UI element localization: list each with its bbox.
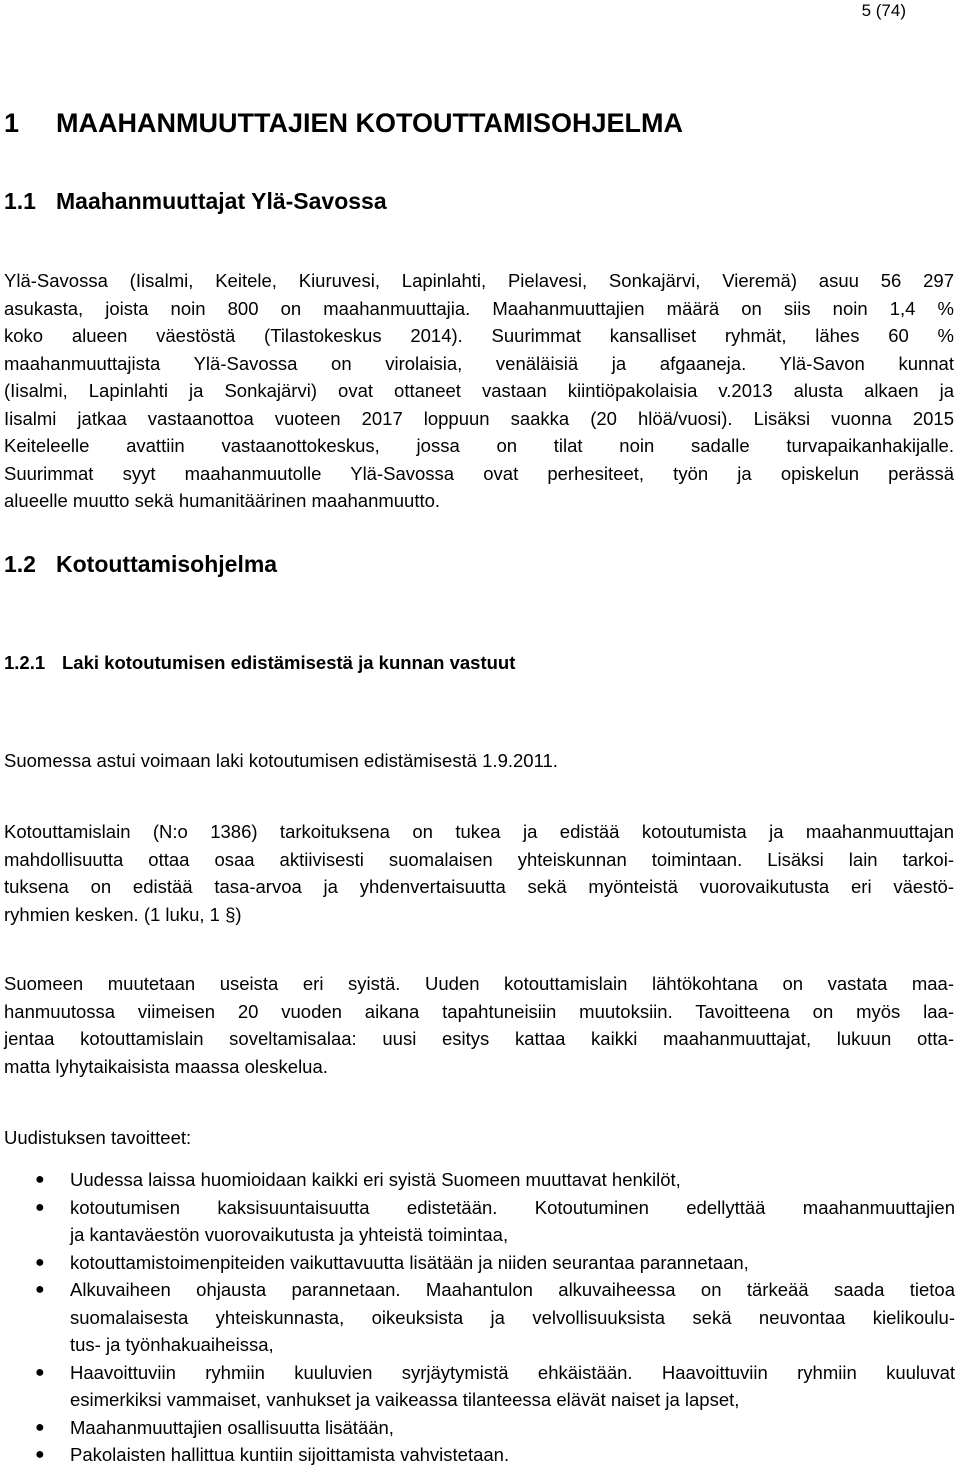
paragraph-line: Suurimmat syyt maahanmuutolle Ylä-Savossa ovat perhesiteet, työn ja opiskelun perässä	[4, 462, 954, 484]
list-item	[0, 1359, 955, 1414]
paragraph-line: tuksena on edistää tasa-arvoa ja yhdenvertaisuutta sekä myönteistä vuorovaikutusta eri väestö-	[4, 876, 954, 897]
chapter-heading	[4, 106, 683, 140]
paragraph-line: alueelle muutto sekä humanitäärinen maahanmuutto.	[4, 490, 441, 511]
list-item	[0, 1249, 955, 1277]
subsection-title: Laki kotoutumisen edistämisestä ja kunnan vastuut	[62, 652, 516, 673]
bullet-icon: ●	[35, 1171, 45, 1188]
paragraph-line: (Iisalmi, Lapinlahti ja Sonkajärvi) ovat ottaneet vastaan kiintiöpakolaisia v.2013 alusta alkaen ja	[4, 380, 954, 401]
section-heading-1-1	[4, 186, 387, 216]
subsection-number: 1.2.1	[4, 652, 46, 673]
paragraph-line: Iisalmi jatkaa vastaanottoa vuoteen 2017 loppuun saakka (20 hlöä/vuosi). Lisäksi vuonna 2015	[4, 407, 954, 429]
chapter-title: MAAHANMUUTTAJIEN KOTOUTTAMISOHJELMA	[56, 108, 683, 138]
paragraph-line: hanmuutossa viimeisen 20 vuoden aikana tapahtuneisiin muutoksiin. Tavoitteena on myös laa-	[4, 1000, 954, 1022]
list-item	[0, 1441, 955, 1469]
list-item-line: suomalaisesta yhteiskunnasta, oikeuksista ja velvollisuuksista sekä neuvontaa kielikoulu-	[70, 1306, 955, 1328]
chapter-number: 1	[4, 108, 20, 138]
paragraph-line: Suomeen muutetaan useista eri syistä. Uuden kotouttamislain lähtökohtana on vastata maa-	[4, 973, 954, 994]
list-item-line: Pakolaisten hallittua kuntiin sijoittamista vahvistetaan.	[70, 1444, 510, 1465]
page-number: 5 (74)	[861, 1, 906, 20]
subsection-heading-1-2-1	[4, 650, 515, 676]
list-item-line: esimerkiksi vammaiset, vanhukset ja vaikeassa tilanteessa elävät naiset ja lapset,	[70, 1389, 740, 1410]
goals-heading	[4, 1124, 954, 1152]
paragraph-law-in-force	[4, 747, 954, 775]
list-item-line: Alkuvaiheen ohjausta parannetaan. Maahantulon alkuvaiheessa on tärkeää saada tietoa	[70, 1279, 955, 1300]
goals-list	[0, 1166, 955, 1469]
paragraph-line: Ylä-Savossa (Iisalmi, Keitele, Kiuruvesi, Lapinlahti, Pielavesi, Sonkajärvi, Vieremä) asuu 56 297	[4, 270, 954, 291]
list-item-line: Haavoittuviin ryhmiin kuuluvien syrjäytymistä ehkäistään. Haavoittuviin ryhmiin kuuluvat	[70, 1361, 955, 1383]
section-title: Maahanmuuttajat Ylä-Savossa	[56, 188, 387, 214]
bullet-icon: ●	[35, 1281, 45, 1298]
paragraph-line: Suomessa astui voimaan laki kotoutumisen edistämisestä 1.9.2011.	[4, 750, 558, 771]
bullet-icon: ●	[35, 1446, 45, 1463]
section-title: Kotouttamisohjelma	[56, 551, 278, 577]
goals-heading-text: Uudistuksen tavoitteet:	[4, 1127, 192, 1148]
section-number: 1.2	[4, 551, 36, 577]
bullet-icon: ●	[35, 1363, 45, 1381]
list-item-line: Uudessa laissa huomioidaan kaikki eri syistä Suomeen muuttavat henkilöt,	[70, 1169, 681, 1190]
paragraph-line: koko alueen väestöstä (Tilastokeskus 2014). Suurimmat kansalliset ryhmät, lähes 60 %	[4, 325, 954, 346]
list-item-line: Maahanmuuttajien osallisuutta lisätään,	[70, 1416, 394, 1438]
paragraph-line: matta lyhytaikaisista maassa oleskelua.	[4, 1055, 328, 1077]
list-item	[0, 1276, 955, 1359]
list-item-line: tus- ja työnhakuaiheissa,	[70, 1334, 274, 1355]
list-item	[0, 1194, 955, 1249]
paragraph-line: mahdollisuutta ottaa osaa aktiivisesti suomalaisen yhteiskunnan toimintaan. Lisäksi lain tarkoi-	[4, 848, 954, 870]
paragraph-law-purpose	[4, 818, 954, 928]
section-heading-1-2	[4, 549, 277, 579]
paragraph-line: asukasta, joista noin 800 on maahanmuuttajia. Maahanmuuttajien määrä on siis noin 1,4 %	[4, 297, 954, 319]
paragraph-reform-basis	[4, 970, 954, 1080]
list-item	[0, 1414, 955, 1442]
paragraph-line: ryhmien kesken. (1 luku, 1 §)	[4, 903, 242, 925]
section-number: 1.1	[4, 188, 36, 214]
list-item-line: kotoutumisen kaksisuuntaisuutta edistetään. Kotoutuminen edellyttää maahanmuuttajien	[70, 1196, 955, 1218]
list-item-line: ja kantaväestön vuorovaikutusta ja yhteistä toimintaa,	[70, 1224, 509, 1245]
paragraph-line: jentaa kotouttamislain soveltamisalaa: uusi esitys kattaa kaikki maahanmuuttajat, lukuun otta-	[4, 1028, 954, 1049]
paragraph-immigrants-upper-savo	[4, 267, 954, 515]
paragraph-line: Keiteleelle avattiin vastaanottokeskus, jossa on tilat noin sadalle turvapaikanhakijalle.	[4, 435, 954, 456]
list-item-line: kotouttamistoimenpiteiden vaikuttavuutta lisätään ja niiden seurantaa parannetaan,	[70, 1251, 749, 1273]
bullet-icon: ●	[35, 1418, 45, 1436]
list-item	[0, 1166, 955, 1194]
paragraph-line: maahanmuuttajista Ylä-Savossa on virolaisia, venäläisiä ja afgaaneja. Ylä-Savon kunnat	[4, 352, 954, 374]
paragraph-line: Kotouttamislain (N:o 1386) tarkoituksena on tukea ja edistää kotoutumista ja maahanmuuttajan	[4, 821, 954, 842]
bullet-icon: ●	[35, 1253, 45, 1271]
bullet-icon: ●	[35, 1198, 45, 1216]
